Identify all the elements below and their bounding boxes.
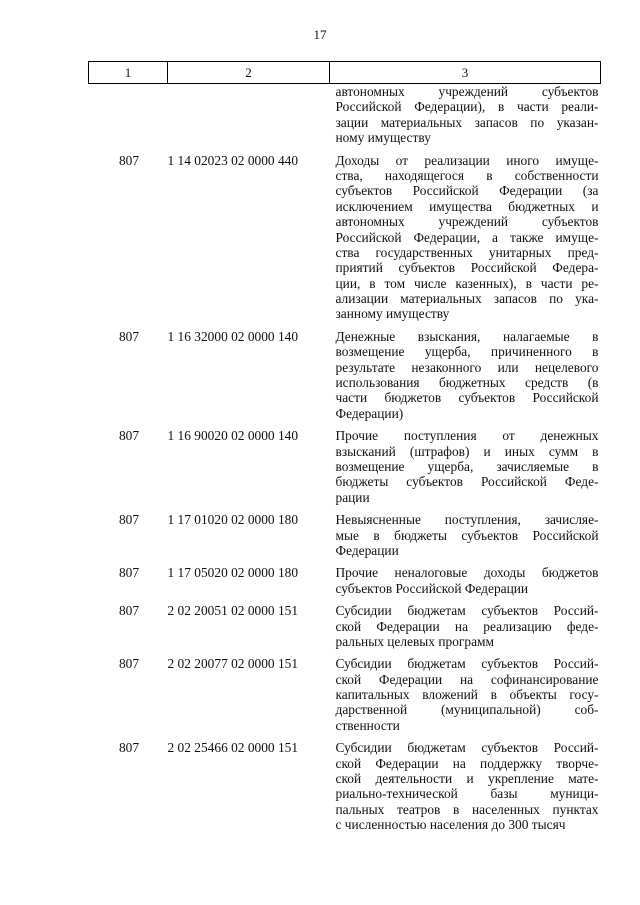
description-cell [330, 153, 601, 329]
description-cell [330, 329, 601, 428]
description-line: Российской Федерации), в части реали- [335, 99, 599, 115]
description-line: мые в бюджеты субъектов Российской [335, 527, 599, 543]
description-line: ской Федерации на софинансирование [335, 671, 599, 687]
description-line: капитальных вложений в объекты госу- [335, 687, 599, 703]
admin-code-cell: 807 [118, 565, 140, 581]
description-line: результате незаконного или нецелевого [335, 359, 599, 375]
description-line: субъектов Российской Федерации [335, 580, 529, 596]
description-line: автономных учреждений субъектов [335, 214, 599, 230]
description-cell [330, 84, 601, 153]
description-line: субъектов Российской Федерации (за [335, 183, 599, 199]
description-line: Федерации) [335, 405, 404, 421]
description-line: ской Федерации на поддержку творче- [335, 755, 599, 771]
description-line: Российской Федерации, а также имуще- [335, 229, 599, 245]
table-body [89, 84, 601, 840]
admin-code-cell: 807 [118, 656, 140, 672]
description-cell [330, 428, 601, 512]
header-col-3: 3 [330, 62, 601, 84]
description-line: приятий субъектов Российской Федера- [335, 260, 599, 276]
admin-code-cell: 807 [118, 428, 140, 444]
description-line: ственности [335, 717, 400, 733]
description-line: Субсидии бюджетам субъектов Россий- [335, 656, 599, 672]
description-line: рации [335, 489, 370, 505]
page-number: 17 [313, 27, 327, 42]
admin-code-cell: 807 [118, 512, 140, 528]
description-cell [330, 565, 601, 603]
table-row [89, 565, 601, 603]
description-line: Прочие неналоговые доходы бюджетов [335, 565, 599, 581]
table-row [89, 153, 601, 329]
table-row [89, 740, 601, 839]
description-line: зации материальных запасов по указан- [335, 114, 599, 130]
admin-code-cell: 807 [118, 603, 140, 619]
description-line: ральных целевых программ [335, 633, 494, 649]
description-line: с численностью населения до 300 тысяч [335, 817, 566, 833]
description-line: взысканий (штрафов) и иных сумм в [335, 443, 599, 459]
table-row [89, 329, 601, 428]
table-row [89, 656, 601, 740]
description-line: Невыясненные поступления, зачисляе- [335, 512, 599, 528]
description-line: возмещение ущерба, зачисляемые в [335, 458, 599, 474]
admin-code-cell: 807 [118, 740, 140, 756]
header-col-1: 1 [89, 62, 168, 84]
description-line: ции, в том числе казенных), в части ре- [335, 275, 599, 291]
table-row [89, 603, 601, 656]
table-header-row [89, 62, 601, 84]
description-line: ному имуществу [335, 130, 431, 146]
description-line: риально-технической базы муници- [335, 786, 599, 802]
description-line: автономных учреждений субъектов [335, 84, 599, 99]
description-line: Субсидии бюджетам субъектов Россий- [335, 740, 599, 756]
description-line: возмещение ущерба, причиненного в [335, 344, 599, 360]
description-line: дарственной (муниципальной) соб- [335, 702, 599, 718]
kbk-code-cell [168, 84, 330, 153]
table-row [89, 84, 601, 153]
admin-code-cell: 807 [118, 152, 140, 168]
description-cell [330, 740, 601, 839]
table-row [89, 428, 601, 512]
description-cell [330, 603, 601, 656]
description-line: Субсидии бюджетам субъектов Россий- [335, 603, 599, 619]
description-cell [330, 656, 601, 740]
description-line: исключением имущества бюджетных и [335, 198, 599, 214]
description-line: Денежные взыскания, налагаемые в [335, 328, 599, 344]
admin-code-cell [89, 84, 168, 153]
table-row [89, 512, 601, 565]
revenue-codes-table [88, 61, 601, 840]
header-col-2: 2 [168, 62, 330, 84]
kbk-code-cell: 1 17 01020 02 0000 180 [167, 512, 299, 528]
kbk-code-cell: 2 02 20051 02 0000 151 [167, 603, 299, 619]
description-line: ства государственных унитарных пред- [335, 244, 599, 260]
kbk-code-cell: 2 02 20077 02 0000 151 [167, 656, 299, 672]
kbk-code-cell: 1 14 02023 02 0000 440 [167, 152, 299, 168]
description-line: ской деятельности и укрепление мате- [335, 771, 599, 787]
kbk-code-cell: 1 16 32000 02 0000 140 [167, 328, 299, 344]
kbk-code-cell: 1 17 05020 02 0000 180 [167, 565, 299, 581]
description-line: ства, находящегося в собственности [335, 167, 599, 183]
description-line: пальных театров в населенных пунктах [335, 801, 599, 817]
description-line: Прочие поступления от денежных [335, 428, 599, 444]
description-line: ализации материальных запасов по ука- [335, 291, 599, 307]
description-line: части бюджетов субъектов Российской [335, 390, 599, 406]
description-line: занному имуществу [335, 306, 450, 322]
description-line: использования бюджетных средств (в [335, 375, 599, 391]
admin-code-cell: 807 [118, 328, 140, 344]
kbk-code-cell: 1 16 90020 02 0000 140 [167, 428, 299, 444]
description-line: Доходы от реализации иного имуще- [335, 152, 599, 168]
description-cell [330, 512, 601, 565]
description-line: ской Федерации на реализацию феде- [335, 618, 599, 634]
kbk-code-cell: 2 02 25466 02 0000 151 [167, 740, 299, 756]
description-line: Федерации [335, 542, 399, 558]
description-line: бюджеты субъектов Российской Феде- [335, 474, 599, 490]
